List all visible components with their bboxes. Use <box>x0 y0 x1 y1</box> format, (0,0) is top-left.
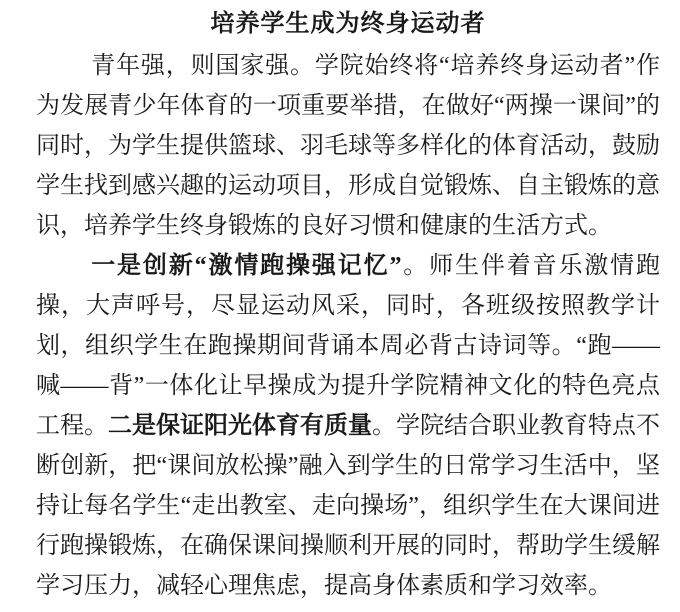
body-text: 青年强，则国家强。学院始终将“培养终身运动者”作为发展青少年体育的一项重要举措，在做好“两操一课间”的同时，为学生提供篮球、羽毛球等多样化的体育活动，鼓励学生找到感兴趣的运动项目，形成自觉锻炼、自主锻炼的意识，培养学生终身锻炼的良好习惯和健康的生活方式。 <box>36 53 660 239</box>
paragraph <box>36 246 660 606</box>
emphasis-text: 一是创新“激情跑操强记忆” <box>91 253 402 279</box>
body-text: 。学院结合职业教育特点不断创新，把“课间放松操”融入到学生的日常学习生活中，坚持让每名学生“走出教室、走向操场”，组织学生在大课间进行跑操锻炼，在确保课间操顺利开展的同时，帮助学生缓解学习压力，减轻心理焦虑，提高身体素质和学习效率。 <box>36 413 660 599</box>
document-title: 培养学生成为终身运动者 <box>210 10 486 37</box>
document-body <box>36 46 660 606</box>
emphasis-text: 二是保证阳光体育有质量 <box>108 413 372 439</box>
body-text: 。师生伴着音乐激情跑操，大声呼号，尽显运动风采，同时，各班级按照教学计划，组织学生在跑操期间背诵本周必背古诗词等。“跑——喊——背”一体化让早操成为提升学院精神文化的特色亮点工程。 <box>36 253 661 439</box>
paragraph <box>36 46 660 246</box>
